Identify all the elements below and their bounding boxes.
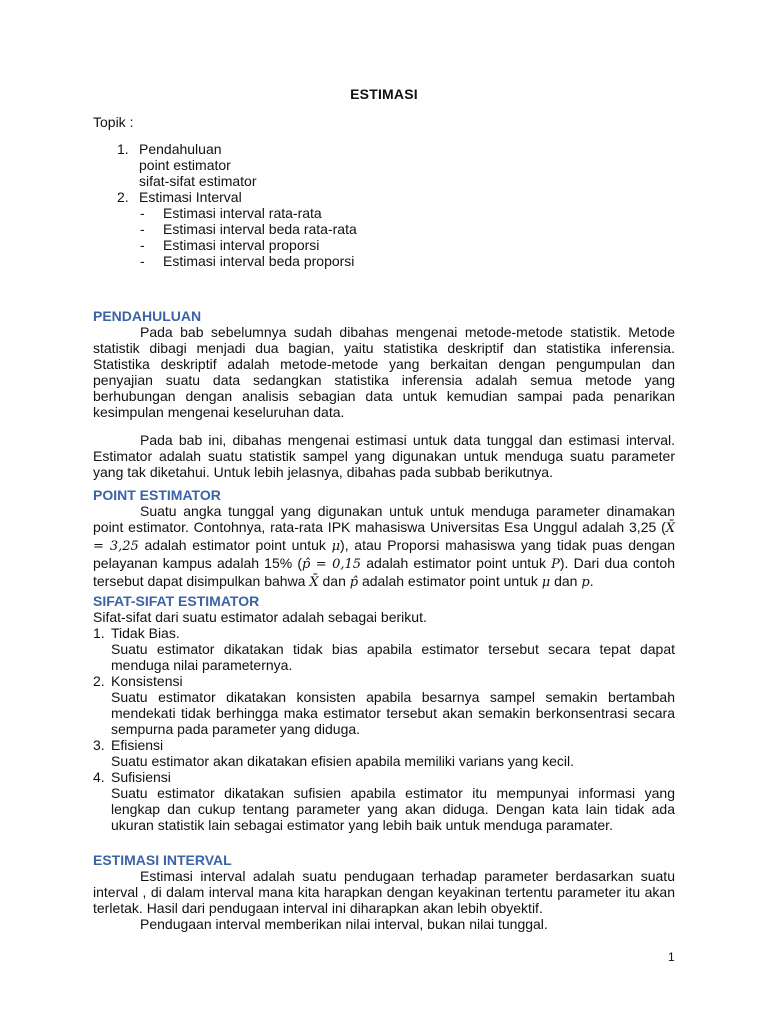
list-number: 2.: [93, 673, 105, 689]
section-heading: POINT ESTIMATOR: [93, 487, 221, 503]
paragraph: Suatu angka tunggal yang digunakan untuk untuk menduga parameter dinamakan point estimator. Contohnya, rata-rata IPK mahasiswa Universitas Esa Unggul adalah 3,25 (X̄ = 3,25 adalah estimator point untuk μ), atau Proporsi mahasiswa yang tidak puas dengan pelayanan kampus adalah 15% (p̂ = 0,15 adalah estimator point untuk P). Dari dua contoh tersebut dapat disimpulkan bahwa X̄ dan p̂ adalah estimator point untuk μ dan p.: [93, 503, 675, 590]
toc-dash: -: [140, 253, 145, 269]
list-item-description: Suatu estimator dikatakan konsisten apabila besarnya sampel semakin bertambah mendekati tidak berhingga maka estimator tersebut akan semakin berkonsentrasi secara sempurna pada parameter yang diduga.: [111, 689, 675, 737]
paragraph: Estimasi interval adalah suatu pendugaan terhadap parameter berdasarkan suatu interval , di dalam interval mana kita harapkan dengan keyakinan tertentu parameter itu akan terletak. Hasil dari pendugaan interval ini diharapkan akan lebih obyektif.: [93, 868, 675, 916]
paragraph: Sifat-sifat dari suatu estimator adalah sebagai berikut.: [93, 609, 427, 625]
section-heading: SIFAT-SIFAT ESTIMATOR: [93, 593, 260, 609]
list-item-title: Tidak Bias.: [111, 625, 180, 641]
math-mu: μ: [541, 575, 551, 590]
section-pendahuluan: [93, 308, 675, 480]
toc-number: 2.: [117, 189, 129, 205]
list-item-description: Suatu estimator dikatakan tidak bias apabila estimator tersebut secara tepat dapat menduga nilai parameternya.: [111, 641, 675, 673]
toc-sublabel: Estimasi interval proporsi: [163, 237, 320, 253]
list-item-title: Efisiensi: [111, 737, 164, 753]
list-item-description: Suatu estimator dikatakan sufisien apabila estimator itu mempunyai informasi yang lengkap dan cukup tentang parameter yang akan diduga. Dengan kata lain tidak ada ukuran statistik lain sebagai estimator yang lebih baik untuk menduga paramater.: [111, 785, 675, 833]
list-item: [93, 769, 675, 833]
paragraph: Pendugaan interval memberikan nilai interval, bukan nilai tunggal.: [140, 916, 548, 932]
list-item-title: Konsistensi: [111, 673, 183, 689]
toc-sublabel: Estimasi interval rata-rata: [163, 205, 322, 221]
math-xbar-value: X̄ = 3,25: [93, 521, 675, 554]
list-item-title: Sufisiensi: [111, 769, 171, 785]
list-number: 4.: [93, 769, 105, 785]
math-phat-value: p̂ = 0,15: [302, 557, 362, 572]
toc-dash: -: [140, 237, 145, 253]
toc-sublabel: Estimasi interval beda rata-rata: [163, 221, 357, 237]
paragraph: Pada bab sebelumnya sudah dibahas mengenai metode-metode statistik. Metode statistik dibagi menjadi dua bagian, yaitu statistika deskriptif dan statistika inferensia. Statistika deskriptif adalah metode-metode yang berkaitan dengan pengumpulan dan penyajian suatu data sedangkan statistika inferensia adalah semua metode yang berhubungan dengan analisis sebagian data untuk kemudian sampai pada penarikan kesimpulan mengenai keseluruhan data.: [93, 324, 675, 420]
math-phat: p̂: [349, 575, 359, 590]
property-list: [93, 625, 675, 833]
topik-label: Topik :: [93, 114, 134, 130]
paragraph: Pada bab ini, dibahas mengenai estimasi untuk data tunggal dan estimasi interval. Estimator adalah suatu statistik sampel yang digunakan untuk menduga suatu parameter yang tak diketahui. Untuk lebih jelasnya, dibahas pada subbab berikutnya.: [93, 432, 675, 480]
list-item-description: Suatu estimator akan dikatakan efisien apabila memiliki varians yang kecil.: [111, 753, 575, 769]
section-sifat-sifat-estimator: [93, 593, 675, 833]
list-item: [93, 673, 675, 737]
toc-dash: -: [140, 205, 145, 221]
list-number: 3.: [93, 737, 105, 753]
toc-label: Estimasi Interval: [139, 189, 242, 205]
toc-dash: -: [140, 221, 145, 237]
math-p-lower: p: [581, 575, 590, 590]
section-heading: PENDAHULUAN: [93, 308, 202, 324]
section-estimasi-interval: [93, 852, 675, 932]
list-item: [93, 625, 675, 673]
toc-sublabel: point estimator: [139, 157, 231, 173]
list-item: [93, 737, 675, 769]
toc-sublabel: sifat-sifat estimator: [139, 173, 257, 189]
toc-label: Pendahuluan: [139, 141, 222, 157]
toc-sublabel: Estimasi interval beda proporsi: [163, 253, 355, 269]
page-number: 1: [668, 950, 675, 964]
math-xbar: X̄: [309, 575, 319, 590]
toc-number: 1.: [117, 141, 129, 157]
document-title: ESTIMASI: [350, 86, 418, 102]
math-p-upper: P: [551, 557, 560, 572]
math-mu: μ: [331, 539, 341, 554]
list-number: 1.: [93, 625, 105, 641]
section-point-estimator: [93, 487, 675, 591]
section-heading: ESTIMASI INTERVAL: [93, 852, 232, 868]
